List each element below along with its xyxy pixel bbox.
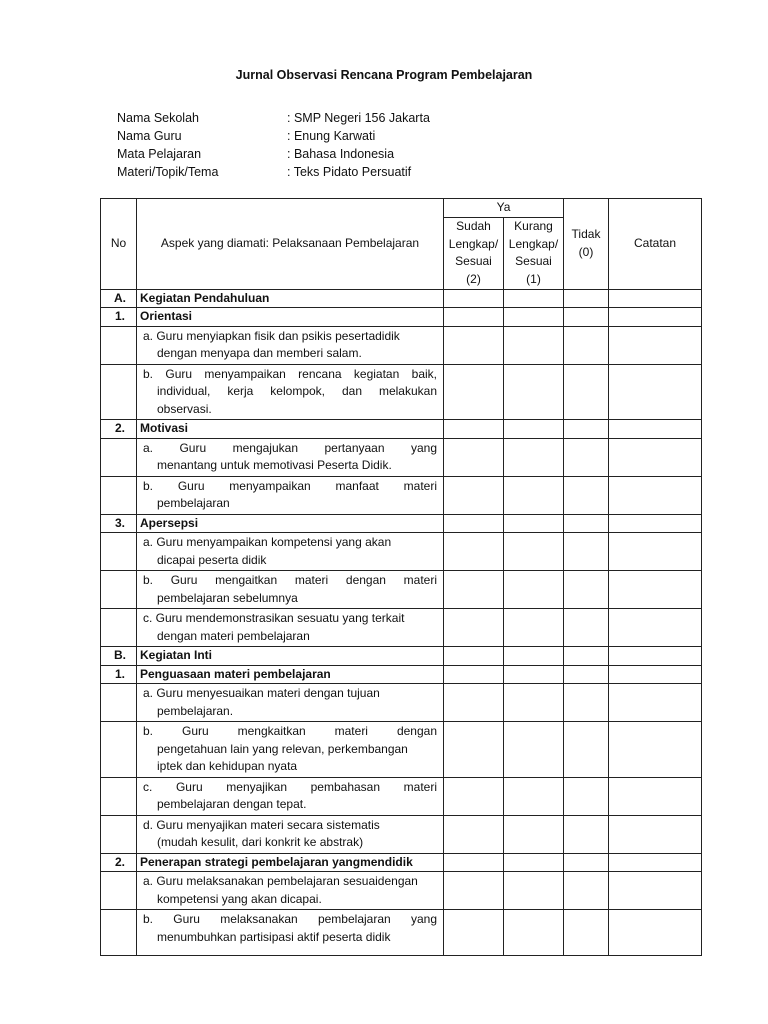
- item-text: [137, 438, 444, 476]
- cell-sudah[interactable]: [444, 476, 504, 514]
- section-row: [101, 665, 702, 684]
- cell-tidak[interactable]: [564, 722, 609, 778]
- row-no: [101, 722, 137, 778]
- cell-kurang[interactable]: [504, 609, 564, 647]
- item-line: b. Guru mengkaitkan materi dengan: [143, 724, 437, 738]
- meta-label: Nama Sekolah: [117, 111, 199, 125]
- cell-kurang[interactable]: [504, 438, 564, 476]
- item-text: [137, 684, 444, 722]
- meta-value: : Teks Pidato Persuatif: [287, 165, 412, 179]
- observation-table: [100, 198, 702, 956]
- cell-catatan[interactable]: [609, 777, 702, 815]
- header-sudah-line: Lengkap/: [448, 236, 499, 251]
- section-label: Kegiatan Inti: [137, 647, 444, 666]
- meta-row-school: [117, 109, 430, 127]
- cell-sudah[interactable]: [444, 777, 504, 815]
- cell-catatan[interactable]: [609, 665, 702, 684]
- cell-kurang[interactable]: [504, 684, 564, 722]
- cell-kurang[interactable]: [504, 533, 564, 571]
- row-no: [101, 533, 137, 571]
- cell-tidak[interactable]: [564, 364, 609, 420]
- cell-sudah[interactable]: [444, 872, 504, 910]
- item-line: iptek dan kehidupan nyata: [157, 759, 298, 773]
- cell-sudah[interactable]: [444, 722, 504, 778]
- row-no: 2.: [101, 853, 137, 872]
- item-text: [137, 910, 444, 956]
- header-kurang-line: (1): [526, 271, 541, 286]
- section-row: [101, 647, 702, 666]
- table-row: [101, 364, 702, 420]
- cell-catatan[interactable]: [609, 476, 702, 514]
- meta-label: Mata Pelajaran: [117, 147, 202, 161]
- table-row: [101, 571, 702, 609]
- cell-kurang[interactable]: [504, 665, 564, 684]
- cell-kurang[interactable]: [504, 420, 564, 439]
- item-line: c. Guru mendemonstrasikan sesuatu yang terkait: [143, 611, 405, 625]
- item-text: [137, 364, 444, 420]
- cell-tidak[interactable]: [564, 571, 609, 609]
- item-line: a. Guru menyesuaikan materi dengan tujuan: [143, 686, 380, 700]
- cell-kurang[interactable]: [504, 853, 564, 872]
- cell-catatan[interactable]: [609, 853, 702, 872]
- cell-catatan[interactable]: [609, 609, 702, 647]
- table-row: [101, 609, 702, 647]
- row-no: 1.: [101, 665, 137, 684]
- cell-tidak[interactable]: [564, 438, 609, 476]
- cell-sudah[interactable]: [444, 609, 504, 647]
- header-no: No: [101, 199, 137, 290]
- item-line: observasi.: [157, 401, 212, 416]
- cell-tidak[interactable]: [564, 872, 609, 910]
- header-catatan: Catatan: [609, 199, 702, 290]
- table-row: [101, 476, 702, 514]
- cell-tidak[interactable]: [564, 853, 609, 872]
- row-no: [101, 476, 137, 514]
- item-line: a. Guru menyampaikan kompetensi yang akan: [143, 535, 392, 549]
- cell-tidak[interactable]: [564, 326, 609, 364]
- header-kurang: [504, 217, 564, 289]
- identity-block: [117, 109, 430, 181]
- meta-label: Materi/Topik/Tema: [117, 165, 219, 179]
- row-no: 2.: [101, 420, 137, 439]
- item-line: dengan menyapa dan memberi salam.: [157, 346, 362, 360]
- cell-kurang[interactable]: [504, 476, 564, 514]
- header-tidak-line: Tidak: [571, 227, 601, 242]
- header-aspect: Aspek yang diamati: Pelaksanaan Pembelajaran: [137, 199, 444, 290]
- row-no: 3.: [101, 514, 137, 533]
- row-no: [101, 571, 137, 609]
- item-line: pembelajaran: [157, 496, 230, 510]
- cell-catatan[interactable]: [609, 533, 702, 571]
- item-text: [137, 815, 444, 853]
- document-title: Jurnal Observasi Rencana Program Pembelajaran: [235, 68, 533, 82]
- meta-row-topic: [117, 163, 430, 181]
- header-tidak: [564, 199, 609, 290]
- item-line: b. Guru melaksanakan pembelajaran yang: [143, 912, 437, 926]
- item-line: b. Guru mengaitkan materi dengan materi: [143, 573, 437, 587]
- cell-kurang[interactable]: [504, 514, 564, 533]
- section-row: [101, 308, 702, 327]
- cell-catatan[interactable]: [609, 872, 702, 910]
- item-line: (mudah kesulit, dari konkrit ke abstrak): [157, 835, 364, 849]
- cell-kurang[interactable]: [504, 815, 564, 853]
- table-row: [101, 910, 702, 956]
- section-label: Penguasaan materi pembelajaran: [137, 665, 444, 684]
- meta-value: : Enung Karwati: [287, 129, 376, 143]
- row-no: [101, 910, 137, 956]
- header-tidak-line: (0): [578, 244, 594, 259]
- row-no: [101, 777, 137, 815]
- header-kurang-line: Lengkap/: [508, 236, 559, 251]
- header-sudah-line: (2): [466, 271, 481, 286]
- header-ya: Ya: [444, 199, 564, 218]
- item-line: kompetensi yang akan dicapai.: [157, 891, 322, 906]
- meta-row-subject: [117, 145, 430, 163]
- meta-label: Nama Guru: [117, 129, 182, 143]
- item-line: dengan materi pembelajaran: [157, 628, 310, 643]
- item-text: [137, 609, 444, 647]
- header-kurang-line: Sesuai: [515, 254, 552, 268]
- cell-sudah[interactable]: [444, 514, 504, 533]
- item-line: menumbuhkan partisipasi aktif peserta didik: [157, 929, 391, 944]
- cell-tidak[interactable]: [564, 777, 609, 815]
- cell-catatan[interactable]: [609, 910, 702, 956]
- cell-tidak[interactable]: [564, 910, 609, 956]
- cell-sudah[interactable]: [444, 571, 504, 609]
- cell-tidak[interactable]: [564, 609, 609, 647]
- cell-tidak[interactable]: [564, 665, 609, 684]
- row-no: [101, 609, 137, 647]
- table-row: [101, 777, 702, 815]
- cell-tidak[interactable]: [564, 420, 609, 439]
- header-kurang-line: Kurang: [514, 219, 553, 233]
- cell-catatan[interactable]: [609, 326, 702, 364]
- item-text: [137, 476, 444, 514]
- cell-kurang[interactable]: [504, 364, 564, 420]
- meta-value: : SMP Negeri 156 Jakarta: [287, 111, 430, 125]
- item-line: d. Guru menyajikan materi secara sistematis: [143, 817, 380, 832]
- item-line: dicapai peserta didik: [157, 552, 267, 567]
- cell-catatan[interactable]: [609, 438, 702, 476]
- cell-kurang[interactable]: [504, 910, 564, 956]
- cell-sudah[interactable]: [444, 326, 504, 364]
- item-line: pembelajaran sebelumnya: [157, 590, 298, 605]
- row-no: B.: [101, 647, 137, 666]
- item-text: [137, 722, 444, 778]
- cell-sudah[interactable]: [444, 289, 504, 308]
- meta-value: : Bahasa Indonesia: [287, 147, 395, 161]
- cell-tidak[interactable]: [564, 647, 609, 666]
- cell-kurang[interactable]: [504, 289, 564, 308]
- row-no: [101, 438, 137, 476]
- item-line: a. Guru menyiapkan fisik dan psikis pesertadidik: [143, 328, 400, 343]
- item-line: b. Guru menyampaikan rencana kegiatan baik,: [143, 366, 437, 381]
- item-line: a. Guru melaksanakan pembelajaran sesuaidengan: [143, 874, 418, 888]
- cell-sudah[interactable]: [444, 684, 504, 722]
- table-row: [101, 438, 702, 476]
- section-row: [101, 289, 702, 308]
- meta-row-teacher: [117, 127, 430, 145]
- row-no: [101, 326, 137, 364]
- item-text: [137, 777, 444, 815]
- table-row: [101, 872, 702, 910]
- cell-sudah[interactable]: [444, 308, 504, 327]
- cell-tidak[interactable]: [564, 308, 609, 327]
- cell-tidak[interactable]: [564, 289, 609, 308]
- cell-sudah[interactable]: [444, 665, 504, 684]
- item-line: pembelajaran dengan tepat.: [157, 797, 307, 811]
- cell-tidak[interactable]: [564, 684, 609, 722]
- section-row: [101, 853, 702, 872]
- cell-kurang[interactable]: [504, 571, 564, 609]
- table-row: [101, 722, 702, 778]
- cell-kurang[interactable]: [504, 777, 564, 815]
- cell-sudah[interactable]: [444, 364, 504, 420]
- cell-catatan[interactable]: [609, 571, 702, 609]
- cell-sudah[interactable]: [444, 853, 504, 872]
- cell-catatan[interactable]: [609, 364, 702, 420]
- cell-kurang[interactable]: [504, 308, 564, 327]
- cell-sudah[interactable]: [444, 910, 504, 956]
- cell-catatan[interactable]: [609, 514, 702, 533]
- section-label: Kegiatan Pendahuluan: [137, 289, 444, 308]
- item-text: [137, 326, 444, 364]
- cell-catatan[interactable]: [609, 684, 702, 722]
- table-row: [101, 684, 702, 722]
- row-no: A.: [101, 289, 137, 308]
- cell-catatan[interactable]: [609, 308, 702, 327]
- cell-catatan[interactable]: [609, 420, 702, 439]
- section-label: Orientasi: [137, 308, 444, 327]
- cell-tidak[interactable]: [564, 476, 609, 514]
- cell-kurang[interactable]: [504, 872, 564, 910]
- cell-catatan[interactable]: [609, 289, 702, 308]
- table-row: [101, 326, 702, 364]
- item-text: [137, 571, 444, 609]
- section-row: [101, 514, 702, 533]
- cell-sudah[interactable]: [444, 533, 504, 571]
- item-line: individual, kerja kelompok, dan melakukan: [157, 384, 437, 398]
- row-no: [101, 815, 137, 853]
- item-line: a. Guru mengajukan pertanyaan yang: [143, 440, 437, 455]
- table-row: [101, 533, 702, 571]
- cell-sudah[interactable]: [444, 647, 504, 666]
- cell-kurang[interactable]: [504, 326, 564, 364]
- cell-tidak[interactable]: [564, 815, 609, 853]
- cell-sudah[interactable]: [444, 815, 504, 853]
- item-line: pembelajaran.: [157, 703, 234, 718]
- section-label: Motivasi: [137, 420, 444, 439]
- item-text: [137, 872, 444, 910]
- cell-sudah[interactable]: [444, 420, 504, 439]
- cell-kurang[interactable]: [504, 722, 564, 778]
- row-no: [101, 872, 137, 910]
- row-no: 1.: [101, 308, 137, 327]
- cell-tidak[interactable]: [564, 514, 609, 533]
- header-sudah-line: Sudah: [456, 219, 491, 233]
- row-no: [101, 684, 137, 722]
- header-sudah: [444, 217, 504, 289]
- section-label: Apersepsi: [137, 514, 444, 533]
- item-line: menantang untuk memotivasi Peserta Didik.: [157, 458, 392, 472]
- header-sudah-line: Sesuai: [455, 254, 492, 268]
- cell-tidak[interactable]: [564, 533, 609, 571]
- item-text: [137, 533, 444, 571]
- cell-sudah[interactable]: [444, 438, 504, 476]
- cell-kurang[interactable]: [504, 647, 564, 666]
- item-line: b. Guru menyampaikan manfaat materi: [143, 478, 437, 493]
- cell-catatan[interactable]: [609, 722, 702, 778]
- section-label: Penerapan strategi pembelajaran yangmendidik: [137, 853, 444, 872]
- item-line: pengetahuan lain yang relevan, perkembangan: [157, 741, 408, 756]
- item-line: c. Guru menyajikan pembahasan materi: [143, 779, 437, 794]
- cell-catatan[interactable]: [609, 815, 702, 853]
- row-no: [101, 364, 137, 420]
- table-row: [101, 815, 702, 853]
- section-row: [101, 420, 702, 439]
- cell-catatan[interactable]: [609, 647, 702, 666]
